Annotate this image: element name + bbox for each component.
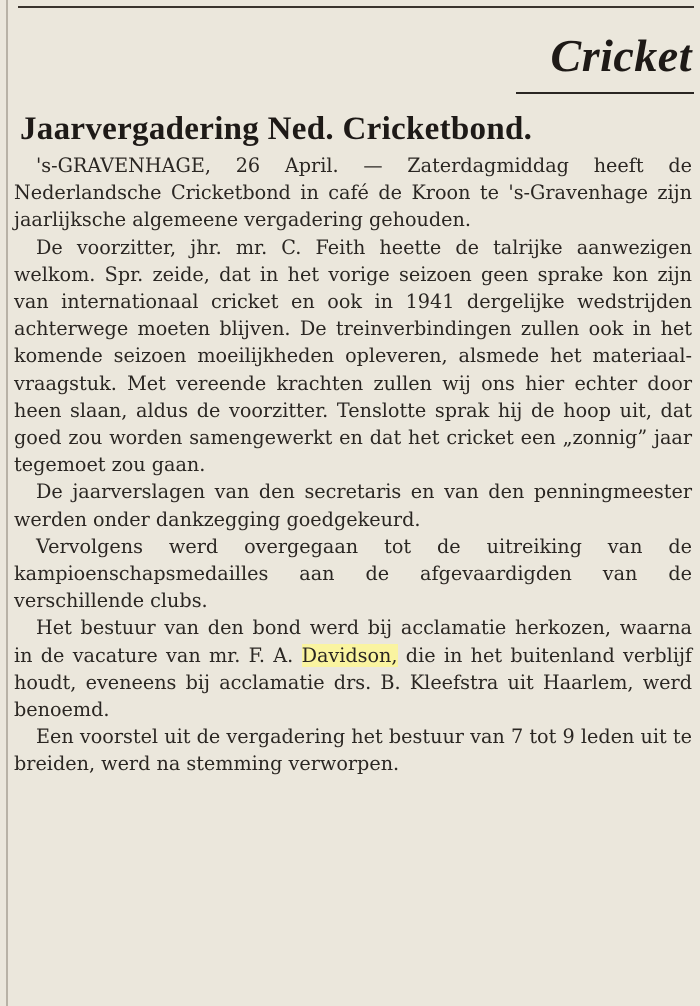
section-underline: [516, 92, 694, 94]
paragraph: Een voorstel uit de vergadering het bestuur van 7 tot 9 leden uit te breiden, werd na stemming verworpen.: [14, 725, 692, 776]
paragraph-text: die in het buitenland verblijf houdt, eveneens bij acclamatie drs. B. Kleefstra uit Haarlem, werd benoemd.: [14, 643, 693, 722]
paragraph: De voorzitter, jhr. mr. C. Feith heette de talrijke aanwezigen welkom. Spr. zeide, dat in het vorige seizoen geen sprake kon zijn van internationaal cricket en ook in 1941 dergelijke wedstrijden achterwege moeten blijven. De treinverbindingen zullen ook in het komende seizoen moeilijkheden opleveren, alsmede het materiaal-vraagstuk. Met vereende krachten zullen wij ons hier echter door heen slaan, aldus de voorzitter. Tenslotte sprak hij de hoop uit, dat goed zou worden samengewerkt en dat het cricket een „zonnig” jaar tegemoet zou gaan.: [14, 235, 692, 477]
article-headline: Jaarvergadering Ned. Cricketbond.: [20, 111, 533, 147]
paragraph: 's-GRAVENHAGE, 26 April. — Zaterdagmiddag heeft de Nederlandsche Cricketbond in café de Kroon te 's-Gravenhage zijn jaarlijksche algemeene vergadering gehouden.: [14, 154, 692, 232]
top-rule: [18, 6, 694, 8]
highlighted-name: Davidson,: [301, 643, 398, 667]
article-body: [14, 152, 692, 778]
page-edge: [6, 0, 8, 1006]
paragraph: De jaarverslagen van den secretaris en van den penningmeester werden onder dankzegging goedgekeurd.: [14, 480, 692, 531]
paragraph: Vervolgens werd overgegaan tot de uitreiking van de kampioenschapsmedailles aan de afgevaardigden van de verschillende clubs.: [14, 534, 692, 613]
section-title: Cricket: [550, 30, 692, 81]
paragraph: [14, 614, 692, 723]
paragraph-text: Het bestuur van den bond werd bij acclamatie herkozen, waarna in de vacature van mr. F. A.: [14, 616, 692, 667]
section-header: [551, 28, 692, 84]
